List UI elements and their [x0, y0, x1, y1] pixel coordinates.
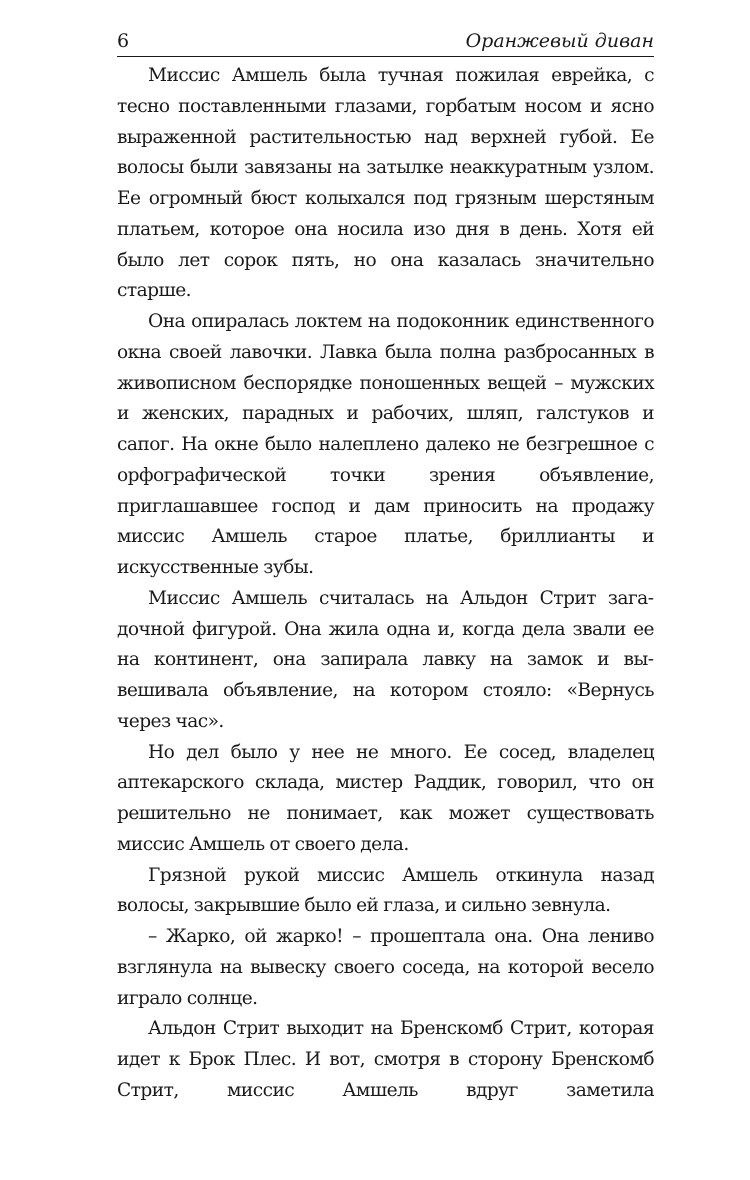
- paragraph: Она опиралась локтем на подоконник единственного окна своей лавочки. Лавка была полна разбросанных в живописном беспорядке поношенных вещей – мужских и женских, парадных и рабочих, шляп, галстуков и сапог. На окне было налеплено далеко не безгрешное с орфографической точки зрения объявление, приглашавшее господ и дам приносить на продажу миссис Амшель старое платье, бриллианты и искусственные зубы.: [117, 311, 654, 578]
- book-page: [117, 28, 654, 1107]
- paragraph: Грязной рукой миссис Амшель откинула назад волосы, закрывшие было ей глаза, и сильно зевнула.: [117, 864, 654, 917]
- running-header: [117, 28, 654, 57]
- paragraph: – Жарко, ой жарко! – прошептала она. Она лениво взглянула на вывеску своего соседа, на которой весело играло солнце.: [117, 926, 654, 1009]
- paragraph: Но дел было у нее не много. Ее сосед, владелец аптекарского склада, мистер Раддик, говорил, что он решительно не понимает, как может существовать миссис Амшель от своего дела.: [117, 741, 654, 855]
- body-text: [117, 61, 654, 1107]
- paragraph: Миссис Амшель была тучная пожилая еврейка, с тесно поставленными глазами, горбатым носом и ясно выраженной растительностью над верхней губой. Ее волосы были завязаны на затылке неаккуратным узлом. Ее огромный бюст колыхался под грязным шерстяным платьем, которое она носила изо дня в день. Хотя ей было лет сорок пять, но она казалась значительно старше.: [117, 65, 654, 302]
- paragraph: Миссис Амшель считалась на Альдон Стрит загадочной фигурой. Она жила одна и, когда дела звали ее на континент, она запирала лавку на замок и вывешивала объявление, на котором стояло: «Вернусь через час».: [117, 587, 654, 732]
- page-number: 6: [117, 30, 130, 52]
- book-title: Оранжевый диван: [465, 30, 654, 52]
- paragraph: Альдон Стрит выходит на Бренскомб Стрит, которая идет к Брок Плес. И вот, смотря в сторону Бренскомб Стрит, миссис Амшель вдруг заметила: [117, 1018, 654, 1101]
